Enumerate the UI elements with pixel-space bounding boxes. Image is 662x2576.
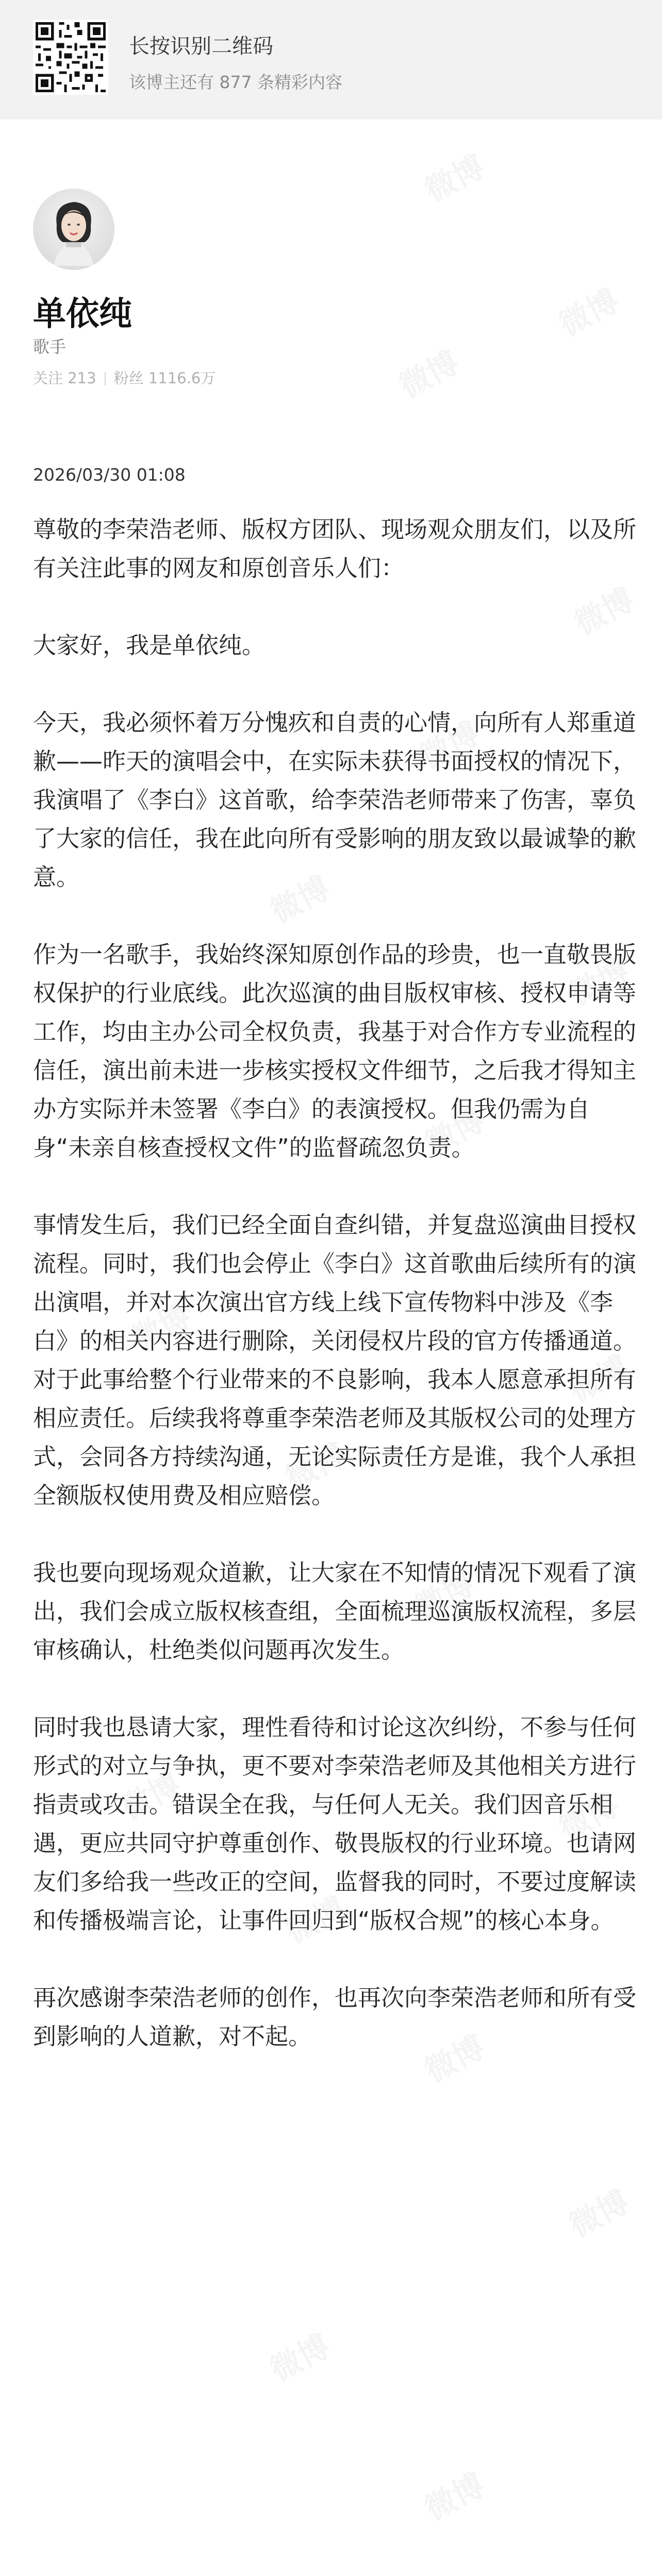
following-count: 关注 213 bbox=[33, 369, 96, 387]
watermark-text bbox=[416, 2461, 491, 2529]
header-title: 长按识别二维码 bbox=[129, 35, 273, 58]
post-paragraph: 再次感谢李荣浩老师的创作，也再次向李荣浩老师和所有受到影响的人道歉，对不起。 bbox=[33, 1984, 637, 2050]
followers-count: 粉丝 1116.6万 bbox=[113, 369, 216, 387]
watermark-text bbox=[560, 2178, 636, 2246]
post-paragraph: 事情发生后，我们已经全面自查纠错，并复盘巡演曲目授权流程。同时，我们也会停止《李白》这首歌曲后续所有的演出演唱，并对本次演出官方线上线下宣传物料中涉及《李白》的相关内容进行删除，关闭侵权片段的官方传播通道。对于此事给整个行业带来的不良影响，我本人愿意承担所有相应责任。后续我将尊重李荣浩老师及其版权公司的处理方式，会同各方持续沟通，无论实际责任方是谁，我个人承担全额版权使用费及相应赔偿。 bbox=[33, 1211, 637, 1509]
author-role: 歌手 bbox=[33, 337, 67, 357]
top-header bbox=[0, 0, 662, 120]
post-paragraph: 我也要向现场观众道歉，让大家在不知情的情况下观看了演出，我们会成立版权核查组，全面梳理巡演版权流程，多层审核确认，杜绝类似问题再次发生。 bbox=[33, 1559, 637, 1664]
header-subtitle: 该博主还有 877 条精彩内容 bbox=[129, 72, 342, 92]
watermark-text bbox=[390, 338, 466, 406]
avatar-image[interactable] bbox=[33, 189, 114, 270]
watermark-text bbox=[550, 277, 625, 345]
post-paragraph: 尊敬的李荣浩老师、版权方团队、现场观众朋友们，以及所有关注此事的网友和原创音乐人们： bbox=[33, 516, 637, 582]
post-paragraph: 作为一名歌手，我始终深知原创作品的珍贵，也一直敬畏版权保护的行业底线。此次巡演的曲目版权审核、授权申请等工作，均由主办公司全权负责，我基于对合作方专业流程的信任，演出前未进一步核实授权文件细节，之后我才得知主办方实际并未签署《李白》的表演授权。但我仍需为自身“未亲自核查授权文件”的监督疏忽负责。 bbox=[33, 941, 637, 1161]
author-stats bbox=[33, 367, 216, 388]
qr-code-icon[interactable] bbox=[33, 20, 108, 95]
author-name[interactable]: 单依纯 bbox=[33, 295, 132, 333]
stats-divider bbox=[105, 372, 106, 385]
post-paragraph: 同时我也恳请大家，理性看待和讨论这次纠纷，不参与任何形式的对立与争执，更不要对李荣浩老师及其他相关方进行指责或攻击。错误全在我，与任何人无关。我们因音乐相遇，更应共同守护尊重创作、敬畏版权的行业环境。也请网友们多给我一些改正的空间，监督我的同时，不要过度解读和传播极端言论，让事件回归到“版权合规”的核心本身。 bbox=[33, 1714, 637, 1934]
post-body bbox=[33, 510, 636, 2056]
post-timestamp: 2026/03/30 01:08 bbox=[33, 465, 186, 485]
post-paragraph: 大家好，我是单依纯。 bbox=[33, 632, 266, 659]
post-paragraph: 今天，我必须怀着万分愧疚和自责的心情，向所有人郑重道歉——昨天的演唱会中，在实际未获得书面授权的情况下，我演唱了《李白》这首歌，给李荣浩老师带来了伤害，辜负了大家的信任，我在此向所有受影响的朋友致以最诚挚的歉意。 bbox=[33, 709, 637, 891]
watermark-text bbox=[416, 143, 491, 211]
watermark-text bbox=[261, 2322, 337, 2390]
